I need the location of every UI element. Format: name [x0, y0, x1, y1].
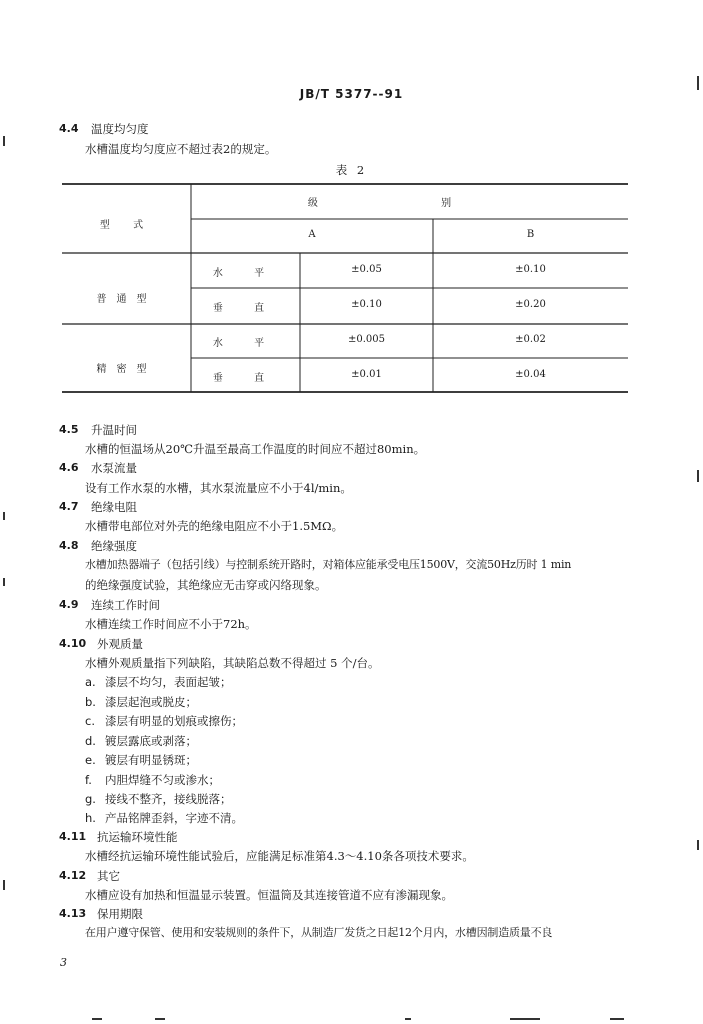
list-item-text: 漆层起泡或脱皮； — [105, 695, 197, 709]
scan-artifact — [697, 840, 699, 850]
header-type: 型 式 — [99, 220, 154, 231]
table-cell-a: ±0.005 — [347, 334, 385, 345]
list-item-text: 镀层露底或剥落； — [105, 734, 197, 748]
section-number: 4.9 — [59, 598, 79, 611]
section-number: 4.13 — [59, 907, 87, 920]
list-item-text: 产品铭牌歪斜，字迹不清。 — [105, 811, 243, 825]
section-4-8-text-line-2: 的绝缘强度试验，其绝缘应无击穿或闪络现象。 — [85, 578, 327, 592]
table-cell-b: ±0.10 — [515, 264, 546, 275]
scan-artifact — [510, 1018, 540, 1020]
scan-artifact — [405, 1018, 411, 1020]
section-number: 4.11 — [59, 830, 87, 843]
scan-artifact — [92, 1018, 102, 1020]
header-level: 级 别 — [307, 198, 512, 209]
scan-artifact — [3, 880, 5, 890]
list-item-letter: a. — [85, 675, 96, 689]
section-title: 其它 — [97, 869, 120, 883]
section-title: 水泵流量 — [91, 461, 137, 475]
list-item-text: 接线不整齐，接线脱落； — [105, 792, 232, 806]
table-row-direction: 垂 直 — [212, 303, 279, 314]
section-number: 4.6 — [59, 461, 79, 474]
section-4-8-text-line-1: 水槽加热器端子（包括引线）与控制系统开路时，对箱体应能承受电压1500V，交流50Hz历时 1 min — [85, 558, 572, 571]
section-4-10-text: 水槽外观质量指下列缺陷，其缺陷总数不得超过 5 个/台。 — [85, 656, 380, 670]
table-cell-b: ±0.02 — [515, 334, 546, 345]
header-level-a: A — [308, 229, 316, 240]
table-cell-a: ±0.10 — [351, 299, 382, 310]
list-item-letter: f. — [85, 773, 92, 787]
scan-artifact — [697, 470, 699, 482]
list-item-letter: b. — [85, 695, 96, 709]
type-ordinary: 普通型 — [96, 294, 157, 305]
list-item-letter: d. — [85, 734, 96, 748]
section-4-4-text: 水槽温度均匀度应不超过表2的规定。 — [85, 142, 277, 156]
table-cell-b: ±0.20 — [515, 299, 546, 310]
table-cell-a: ±0.05 — [351, 264, 382, 275]
table-row-direction: 垂 直 — [212, 373, 279, 384]
section-4-13-text: 在用户遵守保管、使用和安装规则的条件下，从制造厂发货之日起12个月内，水槽因制造质量不良 — [85, 926, 553, 939]
list-item — [85, 752, 197, 768]
section-title: 保用期限 — [97, 907, 143, 921]
section-number: 4.12 — [59, 869, 87, 882]
section-title: 抗运输环境性能 — [97, 830, 178, 844]
type-precision: 精密型 — [96, 364, 157, 375]
list-item — [85, 772, 220, 788]
section-4-5-text: 水槽的恒温场从20℃升温至最高工作温度的时间应不超过80min。 — [85, 442, 426, 456]
scan-artifact — [3, 578, 5, 586]
header-level-b: B — [526, 229, 535, 240]
list-item-text: 内胆焊缝不匀或渗水； — [105, 773, 220, 787]
section-title: 连续工作时间 — [91, 598, 160, 612]
section-4-9-text: 水槽连续工作时间应不小于72h。 — [85, 617, 257, 631]
table-cell-a: ±0.01 — [351, 369, 382, 380]
section-title: 升温时间 — [91, 423, 137, 437]
scan-artifact — [610, 1018, 624, 1020]
section-number: 4.7 — [59, 500, 79, 513]
section-number: 4.10 — [59, 637, 87, 650]
list-item-text: 漆层有明显的划痕或擦伤； — [105, 714, 243, 728]
section-4-12-text: 水槽应设有加热和恒温显示装置。恒温筒及其连接管道不应有渗漏现象。 — [85, 888, 453, 902]
scan-artifact — [697, 76, 699, 90]
list-item — [85, 733, 197, 749]
list-item-letter: c. — [85, 714, 95, 728]
table-cell-b: ±0.04 — [515, 369, 546, 380]
list-item-letter: g. — [85, 792, 96, 806]
scan-artifact — [3, 136, 5, 146]
section-number: 4.4 — [59, 122, 79, 135]
table-caption: 表 2 — [335, 163, 368, 177]
section-title: 温度均匀度 — [91, 122, 149, 136]
section-number: 4.5 — [59, 423, 79, 436]
standard-number-header: JB/T 5377--91 — [299, 87, 404, 101]
scan-artifact — [155, 1018, 165, 1020]
list-item — [85, 791, 232, 807]
list-item-text: 漆层不均匀，表面起皱； — [105, 675, 232, 689]
table-row-direction: 水 平 — [212, 268, 279, 279]
section-4-11-text: 水槽经抗运输环境性能试验后，应能满足标准第4.3～4.10条各项技术要求。 — [85, 849, 474, 863]
list-item-letter: h. — [85, 811, 96, 825]
list-item-text: 镀层有明显锈斑； — [105, 753, 197, 767]
section-title: 外观质量 — [97, 637, 143, 651]
list-item — [85, 713, 243, 729]
list-item — [85, 694, 197, 710]
section-title: 绝缘强度 — [91, 539, 137, 553]
table-row-direction: 水 平 — [212, 338, 279, 349]
scan-artifact — [3, 512, 5, 520]
list-item — [85, 674, 232, 690]
section-number: 4.8 — [59, 539, 79, 552]
page-number: 3 — [60, 956, 67, 969]
section-4-7-text: 水槽带电部位对外壳的绝缘电阻应不小于1.5MΩ。 — [85, 519, 344, 533]
section-4-6-text: 设有工作水泵的水槽，其水泵流量应不小于4l/min。 — [85, 481, 352, 495]
section-title: 绝缘电阻 — [91, 500, 137, 514]
list-item — [85, 810, 243, 826]
list-item-letter: e. — [85, 753, 96, 767]
